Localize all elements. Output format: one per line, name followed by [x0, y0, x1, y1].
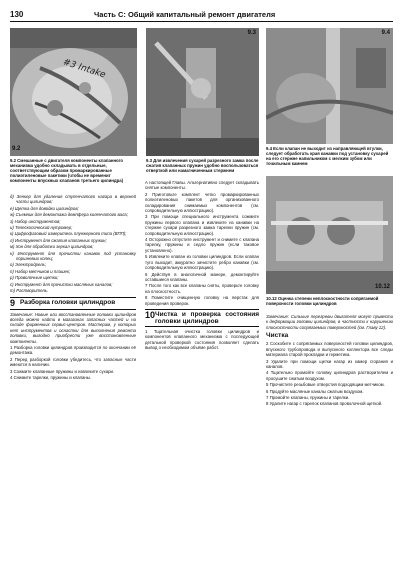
caption-10-12: 10.12 Оценка степени неплоскостности сопрягаемой поверхности головки цилиндров	[266, 296, 379, 306]
section-title: Чистка и проверка состояния головки цилиндров	[155, 310, 259, 325]
body-paragraph: 6 Действуя в аналогичной манере, демонтируйте оставшиеся клапаны.	[145, 271, 259, 282]
list-item: ж) Съемник для демонтажа демпфера коленчатого вала;	[10, 212, 128, 218]
bag-label: #3 Intake	[61, 57, 107, 81]
body-paragraph: 4 Снимите тарелки, пружины и клапаны.	[10, 374, 92, 380]
body-paragraph: 2 Приготовьте комплект четко промаркированных полиэтиленовых пакетов для организованного складирования снимаемых компонентов (см. сопроводительную иллюстрацию).	[145, 191, 259, 214]
photo-9-2	[10, 28, 137, 156]
list-item: к) Цифрофазовый измеритель плунжерного типа (ВПП);	[10, 231, 127, 237]
body-paragraph: 3 Удалите при помощи щетки нагар из камер сгорания и каналов.	[266, 358, 393, 370]
body-paragraph: 4 Тщательно промойте головку цилиндров растворителем и просушите сжатым воздухом.	[266, 370, 393, 381]
section-title: Разборка головки цилиндров	[20, 298, 116, 306]
column-1	[10, 194, 136, 381]
caption-9-3: 9.3 Для извлечения сухарей разрезного замка после сжатия клапанных пружин удобно воспользоваться отверткой или намагниченным стержнем	[146, 158, 259, 173]
list-item: д) Зенкер для удаления ступенчатого нагара в верхней части цилиндров;	[10, 194, 136, 205]
section-heading-10	[145, 309, 259, 327]
cylinder-head-photo	[266, 176, 393, 294]
tool-list	[10, 194, 136, 294]
list-item: р) Проволочные щетки;	[10, 275, 59, 281]
figure-label: 9.2	[12, 146, 21, 152]
body-paragraph: 6 Продуйте масляные каналы сжатым воздухом.	[266, 388, 364, 394]
list-item: з) Набор инструментов;	[10, 218, 61, 224]
list-item: т) Растворитель.	[10, 288, 49, 294]
list-item: н) Инструмент для прочистки канавок под установку поршневых колец;	[10, 250, 136, 262]
list-item: м) Хон для обработки зеркал цилиндров;	[10, 244, 94, 250]
figure-label: 9.3	[247, 30, 256, 36]
valve-stem-photo	[266, 28, 393, 144]
body-paragraph: 7 Промойте клапаны, пружины и тарелки.	[266, 395, 350, 401]
list-item: и) Телескопический нутромер;	[10, 225, 73, 231]
list-item: о) Электродрель;	[10, 262, 47, 268]
list-item: л) Инструмент для сжатия клапанных пружин;	[10, 237, 107, 243]
note-paragraph: Замечание: Новые или восстановленные головки цилиндров всегда можно найти в магазинах запасных частей и на складе фирменных сервис-центров. Мастерам, у которых нет инструментов и оснастки для выполнения ремонта головки, выгодно приобрести уже восстановленные компоненты.	[10, 311, 136, 344]
caption-9-4: 9.4 Если клапан не выходит из направляющей втулки, следует обработать края канавки под установку сухарей на его стержне напильником с мелким зубом или точильным камнем	[266, 146, 389, 166]
section-heading-9	[10, 297, 136, 310]
page-number: 130	[10, 10, 24, 19]
photo-9-3	[146, 28, 259, 156]
body-paragraph: А настоящей Главы. Альтернативно следует складывать снятые компоненты.	[145, 180, 259, 191]
figure-label: 9.4	[381, 30, 390, 36]
column-3	[266, 314, 393, 408]
body-paragraph: 7 После того как все клапаны сняты, проверьте головку на плоскостность.	[145, 283, 259, 294]
photo-9-4	[266, 28, 393, 144]
list-item: е) Щетка для доводки цилиндров;	[10, 205, 79, 211]
body-paragraph: 3 При помощи специального инструмента сожмите пружины первого клапана и извлеките из канавки на стержне сухари разрезного замка тарелки пружин (см. сопроводительную иллюстрацию).	[145, 214, 259, 236]
body-paragraph: 8 Поместите очищенную головку на верстак для проведения проверок.	[145, 295, 259, 306]
body-paragraph: 1 Тщательная очистка головки цилиндров и компонентов клапанного механизма с последующей детальной проверкой состояния позволяет сделать вывод о необходимом объёме работ.	[145, 328, 259, 351]
photo-10-12	[266, 176, 393, 294]
body-paragraph: 5 Прочистите резьбовые отверстия подходящим метчиком.	[266, 382, 385, 388]
subheading-cleaning: Чистка	[266, 332, 289, 340]
figure-label: 10.12	[374, 284, 390, 290]
caption-9-2: 9.2 Смешанные с двигателя компоненты клапанного механизма удобно складывать в отдельные, соответствующим образом промаркированные полиэтиленовые пакетики (чтобы не временит компоненты впускных клапанов третьего цилиндра)	[10, 158, 124, 183]
body-paragraph: 4 Осторожно отпустите инструмент и снимите с клапана тарелку, пружины и седло пружин (если таковое установлено).	[145, 237, 259, 253]
list-item: с) Инструмент для прочистки масляных каналов;	[10, 281, 113, 287]
section-number: 9	[10, 297, 16, 308]
column-2	[145, 180, 259, 352]
body-paragraph: 2 Перед разборкой головки убедитесь, что запасные части имеются в наличии.	[10, 356, 136, 368]
body-paragraph: 2 Соскобите с сопрягаемых поверхностей головки цилиндров, впускного трубопровода и выпускного коллектора все следы материала старой прокладки и герметика.	[266, 341, 393, 358]
list-item: п) Набор метчиков и плашек;	[10, 268, 71, 274]
body-paragraph: 5 Извлеките клапан из головки цилиндров. Если клапан туго выходит, аккуратно зачистите ребро канавки (см. сопроводительную иллюстрацию).	[145, 254, 259, 271]
running-title: Часть С: Общий капитальный ремонт двигателя	[94, 10, 276, 19]
page-header	[10, 10, 393, 22]
body-paragraph: 1 Разборка головки цилиндров производится по окончании её демонтажа.	[10, 344, 136, 356]
valve-bag-photo	[10, 28, 137, 156]
note-paragraph: Замечание: Сильные перегревы двигателя могут привести к деформации головки цилиндров, в частности к нарушению плоскостности сопрягаемых поверхностей (см. Главу 12).	[266, 314, 393, 330]
body-paragraph: 3 Сожмите клапанные пружины и извлеките сухари.	[10, 368, 115, 374]
section-number: 10	[145, 309, 156, 320]
valve-spring-photo	[146, 28, 259, 156]
body-paragraph: 8 Удалите нагар с тарелок клапанов проволочной щеткой.	[266, 401, 383, 407]
